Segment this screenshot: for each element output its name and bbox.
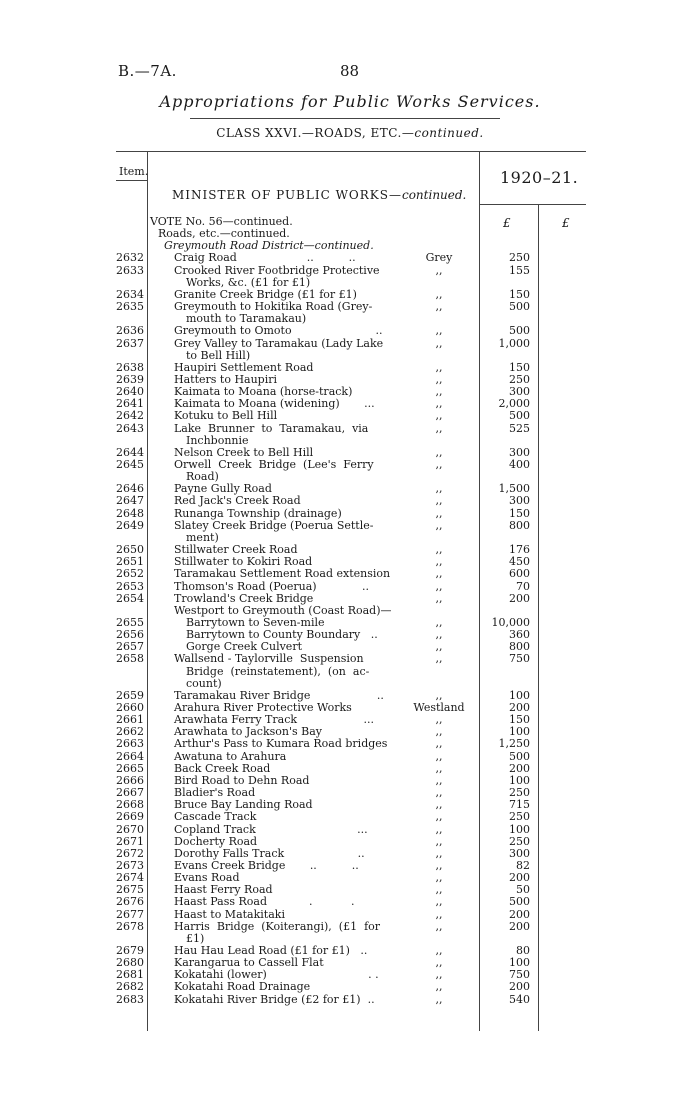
district: ,, (435, 846, 443, 860)
item-number: 2652 (116, 567, 144, 581)
item-number: 2681 (116, 968, 144, 982)
item-description: Hau Hau Lead Road (£1 for £1) .. (174, 944, 368, 957)
amount: 750 (509, 652, 530, 666)
item-description: Greymouth to Hokitika Road (Grey- (174, 300, 373, 314)
amount: 200 (509, 701, 530, 714)
district: ,, (435, 494, 443, 508)
district: ,, (435, 372, 443, 386)
amount: 250 (509, 251, 530, 265)
district: ,, (435, 956, 443, 970)
table-top-rule (116, 151, 586, 152)
item-description: mouth to Taramakau) (186, 312, 307, 326)
district: ,, (435, 737, 443, 751)
item-description: Works, &c. (£1 for £1) (186, 275, 311, 289)
item-number: 2637 (116, 336, 144, 350)
item-description: Copland Track ... (174, 822, 368, 836)
district: ,, (435, 919, 443, 933)
amount: 200 (509, 591, 530, 605)
district: ,, (435, 458, 443, 471)
item-description: Orwell Creek Bridge (Lee's Ferry (174, 458, 374, 471)
item-description: Craig Road .. .. (174, 251, 356, 265)
district: ,, (435, 263, 443, 277)
item-number: 2647 (116, 494, 144, 508)
year-column-header: 1920–21. (500, 168, 579, 187)
item-number: 2665 (116, 761, 144, 775)
item-description: Wallsend - Taylorville Suspension (174, 652, 364, 666)
item-number: 2654 (116, 591, 144, 605)
amount: 500 (509, 895, 530, 909)
district: ,, (435, 506, 443, 520)
district: ,, (435, 944, 443, 957)
amount: 200 (509, 919, 530, 933)
amount: 500 (509, 409, 530, 423)
amount: 450 (509, 555, 530, 569)
item-description: Hatters to Haupiri (174, 372, 278, 386)
district: ,, (435, 883, 443, 897)
item-description: Kokatahi River Bridge (£2 for £1) .. (174, 992, 375, 1006)
item-number: 2643 (116, 421, 144, 435)
total-column-rule (538, 204, 539, 1031)
item-description: Trowland's Creek Bridge (174, 591, 314, 605)
item-number: 2634 (116, 287, 144, 301)
item-description: Arthur's Pass to Kumara Road bridges (174, 737, 388, 751)
item-number: 2648 (116, 506, 144, 520)
item-column-rule (147, 151, 148, 1031)
amount: 150 (509, 287, 530, 301)
item-number: 2639 (116, 372, 144, 386)
item-number: 2661 (116, 713, 144, 727)
item-number: 2655 (116, 615, 144, 629)
district: ,, (435, 628, 443, 642)
district: ,, (435, 725, 443, 739)
amount: 70 (516, 579, 530, 593)
amount: 50 (516, 883, 530, 897)
item-description: Back Creek Road (174, 761, 271, 775)
item-description: Kokatahi (lower) . . (174, 968, 379, 982)
amount: 100 (509, 822, 530, 836)
district: ,, (435, 300, 443, 314)
district: ,, (435, 397, 443, 411)
item-description: Bridge (reinstatement), (on ac- (186, 664, 370, 678)
item-description: Thomson's Road (Poerua) .. (174, 579, 370, 593)
district: ,, (435, 749, 443, 763)
amount: 200 (509, 907, 530, 921)
item-number: 2657 (116, 640, 144, 654)
item-number: 2670 (116, 822, 144, 836)
item-number: 2672 (116, 846, 144, 860)
amount: 360 (509, 628, 530, 642)
district: ,, (435, 409, 443, 423)
item-description: Evans Creek Bridge .. .. (174, 858, 359, 872)
district: ,, (435, 858, 443, 872)
district: ,, (435, 579, 443, 593)
item-description: Westport to Greymouth (Coast Road)— (174, 603, 392, 617)
item-number: 2651 (116, 555, 144, 569)
item-description: Bird Road to Dehn Road (174, 773, 310, 787)
district: ,, (435, 834, 443, 848)
amount: 150 (509, 360, 530, 374)
item-number: 2656 (116, 628, 144, 642)
pound-symbol-amount: £ (503, 216, 511, 230)
item-description: Taramakau Settlement Road extension (174, 567, 391, 581)
amount: 10,000 (491, 615, 530, 629)
district: ,, (435, 324, 443, 338)
item-number: 2679 (116, 944, 144, 957)
item-description: Road) (186, 470, 219, 484)
item-description: Payne Gully Road (174, 482, 272, 496)
district: ,, (435, 615, 443, 629)
item-description: Dorothy Falls Track .. (174, 846, 365, 860)
item-number: 2669 (116, 810, 144, 824)
item-number: 2644 (116, 445, 144, 459)
item-description: Haast to Matakitaki (174, 907, 285, 921)
item-description: Inchbonnie (186, 433, 249, 447)
item-description: Haupiri Settlement Road (174, 360, 314, 374)
amount: 250 (509, 810, 530, 824)
item-number: 2663 (116, 737, 144, 751)
item-number: 2632 (116, 251, 144, 265)
item-description: Barrytown to Seven-mile (186, 615, 325, 629)
item-description: Grey Valley to Taramakau (Lady Lake (174, 336, 384, 350)
district: ,, (435, 895, 443, 909)
district: ,, (435, 652, 443, 666)
district: Grey (425, 251, 453, 265)
item-description: £1) (186, 931, 205, 945)
item-description: Haast Pass Road . . (174, 895, 355, 909)
district: ,, (435, 713, 443, 727)
amount: 2,000 (498, 397, 530, 411)
item-number: 2676 (116, 895, 144, 909)
item-number: 2650 (116, 543, 144, 557)
item-description: Kokatahi Road Drainage (174, 980, 311, 994)
item-description: Kaimata to Moana (widening) ... (174, 397, 375, 411)
district: ,, (435, 871, 443, 885)
item-number: 2645 (116, 458, 144, 471)
amount: 800 (509, 518, 530, 532)
item-number: 2659 (116, 688, 144, 702)
class-heading (0, 126, 700, 140)
amount: 200 (509, 761, 530, 775)
item-description: count) (186, 676, 222, 690)
item-number: 2664 (116, 749, 144, 763)
item-description: Arawhata to Jackson's Bay (174, 725, 323, 739)
amount: 800 (509, 640, 530, 654)
minister-heading-continued: continued. (401, 188, 467, 202)
item-description: Evans Road (174, 871, 240, 885)
district: Westland (413, 701, 465, 714)
item-number: 2662 (116, 725, 144, 739)
item-number: 2641 (116, 397, 144, 411)
title-rule (190, 118, 500, 119)
district: ,, (435, 555, 443, 569)
amount: 82 (516, 858, 530, 872)
item-number: 2633 (116, 263, 144, 277)
item-description: ment) (186, 530, 219, 544)
amount: 80 (516, 944, 530, 957)
district: ,, (435, 688, 443, 702)
year-header-rule (479, 204, 586, 205)
amount: 150 (509, 713, 530, 727)
district: ,, (435, 786, 443, 800)
district: ,, (435, 360, 443, 374)
item-number: 2666 (116, 773, 144, 787)
district: ,, (435, 810, 443, 824)
item-number: 2675 (116, 883, 144, 897)
item-description: to Bell Hill) (186, 348, 251, 362)
amount: 750 (509, 968, 530, 982)
district: ,, (435, 567, 443, 581)
amount: 176 (509, 543, 530, 557)
amount: 100 (509, 688, 530, 702)
item-description: Bladier's Road (174, 786, 256, 800)
district: ,, (435, 445, 443, 459)
item-number: 2635 (116, 300, 144, 314)
amount: 300 (509, 846, 530, 860)
item-description: Greymouth Road District—continued. (164, 239, 374, 253)
item-description: Greymouth to Omoto .. (174, 324, 383, 338)
district: ,, (435, 798, 443, 812)
item-number: 2658 (116, 652, 144, 666)
district: ,, (435, 992, 443, 1006)
amount: 1,000 (498, 336, 530, 350)
amount: 1,250 (498, 737, 530, 751)
amount: 100 (509, 956, 530, 970)
page-number: 88 (340, 62, 360, 80)
item-description: Red Jack's Creek Road (174, 494, 301, 508)
item-description: Awatuna to Arahura (174, 749, 287, 763)
amount: 250 (509, 786, 530, 800)
amount: 715 (509, 798, 530, 812)
district: ,, (435, 591, 443, 605)
item-description: Roads, etc.—continued. (158, 227, 290, 241)
item-description: Docherty Road (174, 834, 258, 848)
pound-symbol-total: £ (562, 216, 570, 230)
district: ,, (435, 543, 443, 557)
amount: 600 (509, 567, 530, 581)
amount: 540 (509, 992, 530, 1006)
item-description: Stillwater Creek Road (174, 543, 298, 557)
item-description: Granite Creek Bridge (£1 for £1) (174, 287, 357, 301)
item-description: Gorge Creek Culvert (186, 640, 302, 654)
item-number: 2677 (116, 907, 144, 921)
item-description: Karangarua to Cassell Flat (174, 956, 324, 970)
amount: 200 (509, 980, 530, 994)
amount: 525 (509, 421, 530, 435)
amount: 300 (509, 494, 530, 508)
item-description: Bruce Bay Landing Road (174, 798, 313, 812)
item-description: Stillwater to Kokiri Road (174, 555, 313, 569)
amount: 400 (509, 458, 530, 471)
item-number: 2671 (116, 834, 144, 848)
item-number: 2682 (116, 980, 144, 994)
item-description: Nelson Creek to Bell Hill (174, 445, 314, 459)
item-number: 2638 (116, 360, 144, 374)
document-reference: B.—7A. (118, 62, 177, 80)
amount: 150 (509, 506, 530, 520)
minister-heading (172, 188, 466, 202)
item-description: Harris Bridge (Koiterangi), (£1 for (174, 919, 381, 933)
district: ,, (435, 968, 443, 982)
item-description: Cascade Track (174, 810, 257, 824)
item-description: Lake Brunner to Taramakau, via (174, 421, 369, 435)
item-number: 2680 (116, 956, 144, 970)
district: ,, (435, 482, 443, 496)
class-heading-continued: continued. (414, 126, 484, 140)
amount: 300 (509, 385, 530, 399)
district: ,, (435, 287, 443, 301)
district: ,, (435, 907, 443, 921)
amount: 250 (509, 372, 530, 386)
item-description: Kotuku to Bell Hill (174, 409, 278, 423)
district: ,, (435, 518, 443, 532)
item-description: Kaimata to Moana (horse-track) (174, 385, 353, 399)
item-number: 2636 (116, 324, 144, 338)
item-number: 2678 (116, 919, 144, 933)
item-number: 2668 (116, 798, 144, 812)
class-heading-main: CLASS XXVI.—ROADS, ETC.— (216, 126, 415, 140)
amount: 200 (509, 871, 530, 885)
district: ,, (435, 822, 443, 836)
item-description: Taramakau River Bridge .. (174, 688, 384, 702)
district: ,, (435, 421, 443, 435)
district: ,, (435, 385, 443, 399)
item-number: 2649 (116, 518, 144, 532)
item-description: VOTE No. 56—continued. (150, 215, 293, 228)
item-description: Barrytown to County Boundary .. (186, 628, 378, 642)
item-header-rule (116, 180, 147, 181)
amount: 500 (509, 749, 530, 763)
item-number: 2660 (116, 701, 144, 714)
district: ,, (435, 640, 443, 654)
district: ,, (435, 980, 443, 994)
item-number: 2673 (116, 858, 144, 872)
amount: 155 (509, 263, 530, 277)
amount: 100 (509, 773, 530, 787)
item-number: 2642 (116, 409, 144, 423)
item-description: Haast Ferry Road (174, 883, 273, 897)
minister-heading-main: MINISTER OF PUBLIC WORKS— (172, 188, 402, 202)
item-number: 2667 (116, 786, 144, 800)
page-title: Appropriations for Public Works Services. (159, 92, 541, 111)
item-number: 2674 (116, 871, 144, 885)
item-description: Slatey Creek Bridge (Poerua Settle- (174, 518, 374, 532)
item-description: Arahura River Protective Works (174, 701, 352, 714)
item-description: Arawhata Ferry Track ... (174, 713, 374, 727)
amount: 1,500 (498, 482, 530, 496)
item-number: 2683 (116, 992, 144, 1006)
amount: 500 (509, 300, 530, 314)
item-number: 2640 (116, 385, 144, 399)
amount: 100 (509, 725, 530, 739)
district: ,, (435, 336, 443, 350)
item-column-header: Item. (119, 165, 149, 178)
district: ,, (435, 773, 443, 787)
item-description: Crooked River Footbridge Protective (174, 263, 380, 277)
item-description: Runanga Township (drainage) (174, 506, 342, 520)
amount: 500 (509, 324, 530, 338)
amount: 300 (509, 445, 530, 459)
amount: 250 (509, 834, 530, 848)
district: ,, (435, 761, 443, 775)
item-number: 2646 (116, 482, 144, 496)
item-number: 2653 (116, 579, 144, 593)
